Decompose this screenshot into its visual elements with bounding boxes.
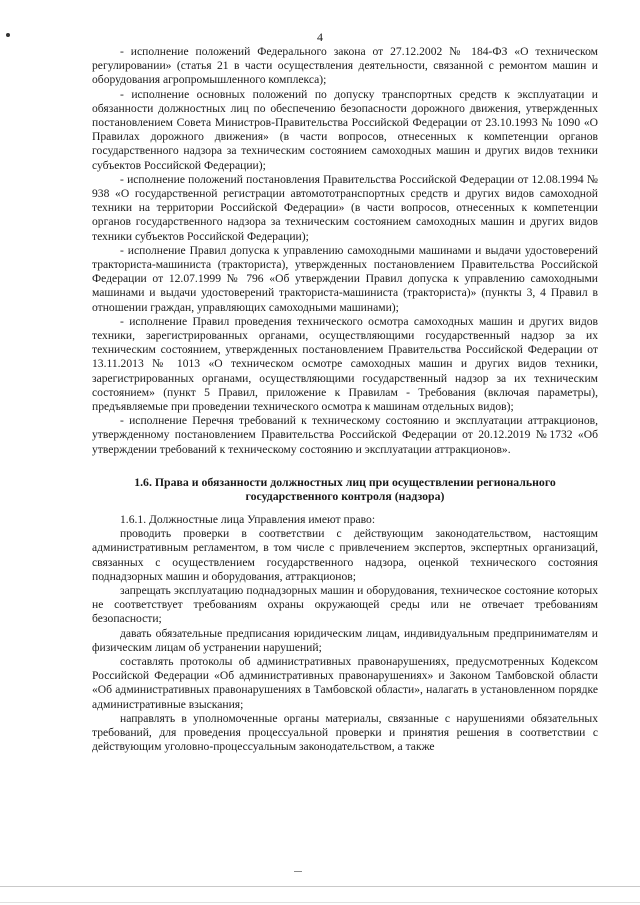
section-paragraph-protocols: составлять протоколы об административных правонарушениях, предусмотренных Кодексом Российской Федерации «Об административных правонарушениях» и Законом Тамбовской области «Об административных правонарушениях в Тамбовской области», налагать в установленном порядке административные взыскания; — [92, 654, 598, 711]
paragraph-technical-inspection: - исполнение Правил проведения технического осмотра самоходных машин и других видов техники, зарегистрированных органами, осуществляющими государственный надзор за их техническим состоянием, утвержденных постановлением Правительства Российской Федерации от 13.11.2013 № 1013 «О техническом осмотре самоходных машин и других видов техники, зарегистрированных органами, осуществляющими государственный надзор за их техническим состоянием» (пункт 5 Правил, приложение к Правилам - Требования (включая параметры), предъявляемые при проведении технического осмотра к машинам отдельных видов); — [92, 314, 598, 414]
section-paragraph-orders: давать обязательные предписания юридическим лицам, индивидуальным предпринимателям и физическим лицам об устранении нарушений; — [92, 626, 598, 654]
paragraph-registration: - исполнение положений постановления Правительства Российской Федерации от 12.08.1994 № 938 «О государственной регистрации автомототранспортных средств и других видов самоходной техники на территории Российской Федерации» (в части вопросов, отнесенных к компетенции органов государственного надзора за техническим состоянием самоходных машин и других видов техники субъектов Российской Федерации); — [92, 172, 598, 243]
page-number: 4 — [317, 30, 323, 44]
scan-artifact-line-bottom — [0, 902, 640, 903]
section-paragraph-prohibit: запрещать эксплуатацию поднадзорных машин и оборудования, техническое состояние которых не соответствует требованиям охраны окружающей среды или не отвечает требованиям безопасности; — [92, 583, 598, 626]
section-paragraph-intro: 1.6.1. Должностные лица Управления имеют право: — [120, 512, 376, 526]
paragraph-traffic-rules: - исполнение основных положений по допуску транспортных средств к эксплуатации и обязанности должностных лиц по обеспечению безопасности дорожного движения, утвержденных постановлением Совета Министров-Правительства Российской Федерации от 23.10.1993 № 1090 «О Правилах дорожного движения» (в части вопросов, отнесенных к компетенции органов государственного надзора за техническим состоянием самоходных машин и других видов техники субъектов Российской Федерации); — [92, 87, 598, 172]
scan-artifact-mark — [294, 871, 302, 872]
section-paragraph-inspections: проводить проверки в соответствии с действующим законодательством, настоящим административным регламентом, в том числе с привлечением экспертов, экспертных организаций, связанных с осуществлением государственного надзора, оценкой технического состояния поднадзорных машин и оборудования, аттракционов; — [92, 527, 598, 583]
section-paragraph-referral: направлять в уполномоченные органы материалы, связанные с нарушениями обязательных требований, для проведения процессуальной проверки и принятия решения в соответствии с действующим уголовно-процессуальным законодательством, а также — [92, 711, 598, 754]
scan-artifact-line — [0, 886, 640, 887]
paragraph-driving-admission: - исполнение Правил допуска к управлению самоходными машинами и выдачи удостоверений тракториста-машиниста (тракториста), утвержденных постановлением Правительства Российской Федерации от 12.07.1999 № 796 «Об утверждении Правил допуска к управлению самоходными машинами и выдачи удостоверений тракториста-машиниста (тракториста)» (пункты 3, 4 Правил в отношении граждан, управляющих самоходными машинами); — [92, 243, 598, 314]
document-body — [92, 45, 598, 754]
paragraph-184fz: - исполнение положений Федерального закона от 27.12.2002 № 184-ФЗ «О техническом регулировании» (статья 21 в части осуществления деятельности, связанной с ремонтом машин и оборудования агропромышленного комплекса); — [92, 45, 598, 87]
paragraph-attractions: - исполнение Перечня требований к техническому состоянию и эксплуатации аттракционов, утвержденному постановлением Правительства Российской Федерации от 20.12.2019 №1732 «Об утверждении требований к техническому состоянию и эксплуатации аттракционов». — [92, 414, 598, 456]
section-heading: 1.6. Права и обязанности должностных лиц при осуществлении регионального государственного контроля (надзора) — [134, 474, 556, 503]
